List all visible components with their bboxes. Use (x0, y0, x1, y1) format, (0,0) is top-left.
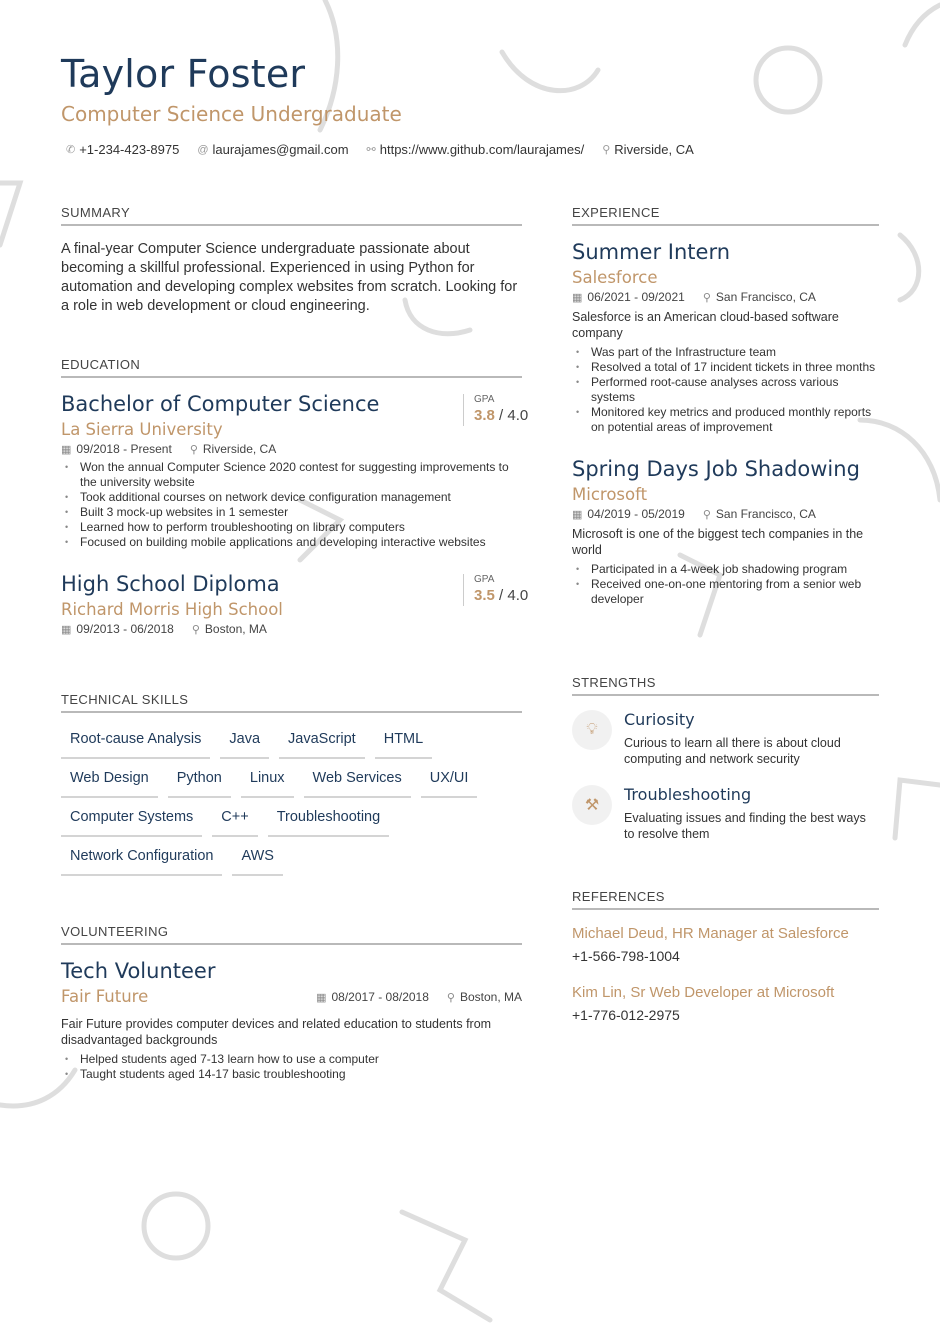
bullet-item: • Won the annual Computer Science 2020 contest for suggesting improvements to the university website (61, 460, 522, 490)
company-name: Microsoft (572, 485, 648, 504)
skill-tag: Java (220, 730, 269, 759)
candidate-name: Taylor Foster (61, 52, 306, 96)
skills-heading: TECHNICAL SKILLS (61, 692, 522, 713)
at-icon: @ (197, 143, 209, 156)
candidate-title: Computer Science Undergraduate (61, 102, 402, 126)
location-icon: ⚲ (446, 991, 455, 1004)
volunteering-section (61, 924, 522, 1082)
gpa-max: / 4.0 (494, 587, 529, 604)
deco-zigzag (0, 183, 20, 245)
strengths-section (572, 675, 879, 842)
lightbulb-icon: 💡︎ (572, 710, 612, 750)
gpa-score: 3.5 (474, 587, 495, 604)
date-range: 09/2018 - Present (76, 442, 172, 456)
volunteer-role: Tech Volunteer (61, 959, 216, 983)
bullet-item: • Was part of the Infrastructure team (572, 345, 879, 360)
skill-tag: UX/UI (421, 769, 478, 798)
experience-meta (572, 507, 879, 521)
education-bullets (61, 460, 522, 550)
strengths-heading: STRENGTHS (572, 675, 879, 696)
location-icon: ⚲ (191, 623, 200, 636)
experience-bullets (572, 562, 879, 607)
company-name: Salesforce (572, 268, 658, 287)
volunteer-bullets (61, 1052, 522, 1082)
skill-tag: Python (168, 769, 231, 798)
bullet-item: • Focused on building mobile applications and developing interactive websites (61, 535, 522, 550)
calendar-icon: ▦ (316, 991, 327, 1004)
volunteer-meta (316, 990, 522, 1004)
reference-name: Kim Lin, Sr Web Developer at Microsoft (572, 984, 835, 1001)
date-range: 09/2013 - 06/2018 (76, 622, 174, 636)
bullet-item: • Took additional courses on network device configuration management (61, 490, 522, 505)
location-icon: ⚲ (189, 443, 198, 456)
skill-tag: Troubleshooting (268, 808, 389, 837)
experience-section (572, 205, 879, 607)
skill-tag: Linux (241, 769, 294, 798)
gpa-box (463, 394, 529, 426)
company-description: Salesforce is an American cloud-based software company (572, 310, 839, 340)
gpa-label: GPA (474, 574, 495, 585)
skill-tag: Web Design (61, 769, 158, 798)
deco-circle (144, 1194, 208, 1258)
date-range: 08/2017 - 08/2018 (331, 990, 429, 1004)
deco-arc (900, 235, 919, 300)
gpa-score: 3.8 (474, 407, 495, 424)
gpa-box (463, 574, 529, 606)
gpa-value (474, 407, 529, 424)
calendar-icon: ▦ (61, 623, 72, 636)
calendar-icon: ▦ (61, 443, 72, 456)
bullet-item: • Monitored key metrics and produced monthly reports on potential areas of improvement (572, 405, 879, 435)
school-name: Richard Morris High School (61, 600, 283, 619)
deco-arc (905, 5, 940, 45)
bullet-item: • Performed root-cause analyses across various systems (572, 375, 879, 405)
contact-location (602, 142, 694, 157)
location: Boston, MA (204, 622, 267, 636)
location: Riverside, CA (202, 442, 277, 456)
skill-tag: JavaScript (279, 730, 365, 759)
skills-section (61, 692, 522, 876)
volunteer-description: Fair Future provides computer devices and related education to students from disadvantaged backgrounds (61, 1017, 492, 1047)
reference-phone: +1-566-798-1004 (572, 948, 680, 964)
reference-item (572, 924, 879, 964)
volunteer-org-row (61, 983, 522, 1007)
location-icon: ⚲ (702, 291, 711, 304)
skill-tag: C++ (212, 808, 257, 837)
school-name: La Sierra University (61, 420, 223, 439)
skills-list (61, 730, 531, 876)
job-title: Summer Intern (572, 240, 731, 264)
education-heading: EDUCATION (61, 357, 522, 378)
degree-title: Bachelor of Computer Science (61, 392, 380, 416)
volunteer-org: Fair Future (61, 987, 149, 1006)
strength-item (572, 710, 879, 767)
education-item (61, 572, 529, 636)
bullet-item: • Resolved a total of 17 incident tickets in three months (572, 360, 879, 375)
experience-heading: EXPERIENCE (572, 205, 879, 226)
references-heading: REFERENCES (572, 889, 879, 910)
degree-title: High School Diploma (61, 572, 280, 596)
skill-tag: Computer Systems (61, 808, 202, 837)
bullet-item: • Built 3 mock-up websites in 1 semester (61, 505, 522, 520)
contact-phone (66, 142, 179, 157)
gpa-value (474, 587, 529, 604)
reference-name: Michael Deud, HR Manager at Salesforce (572, 925, 849, 942)
strength-item (572, 785, 879, 842)
contact-email[interactable] (197, 142, 348, 157)
location-icon: ⚲ (702, 508, 711, 521)
experience-bullets (572, 345, 879, 435)
experience-meta (572, 290, 879, 304)
strength-title: Troubleshooting (624, 785, 752, 804)
date-range: 06/2021 - 09/2021 (587, 290, 685, 304)
phone-text: +1-234-423-8975 (79, 142, 180, 157)
summary-text: A final-year Computer Science undergraduate passionate about becoming a skillful professional. Experienced in using Python for automation and developing complex websites from scratch. Looking for a role in web development or cloud engineering. (61, 241, 518, 314)
strength-description: Curious to learn all there is about cloud computing and network security (624, 736, 841, 766)
education-section (61, 357, 529, 636)
strength-description: Evaluating issues and finding the best ways to resolve them (624, 811, 866, 841)
experience-item (572, 457, 879, 607)
bullet-item: • Learned how to perform troubleshooting on library computers (61, 520, 522, 535)
bullet-item: • Participated in a 4-week job shadowing program (572, 562, 879, 577)
bullet-item: • Helped students aged 7-13 learn how to use a computer (61, 1052, 522, 1067)
deco-zigzag (895, 780, 940, 838)
location: San Francisco, CA (715, 507, 816, 521)
deco-zigzag (402, 1212, 490, 1320)
volunteering-heading: VOLUNTEERING (61, 924, 522, 945)
contact-bar (66, 142, 694, 157)
skill-tag: Web Services (304, 769, 411, 798)
summary-section (61, 205, 522, 316)
contact-link[interactable] (367, 142, 585, 157)
link-icon: ⚯ (366, 144, 376, 156)
job-title: Spring Days Job Shadowing (572, 457, 860, 481)
education-meta (61, 442, 522, 456)
phone-icon: ✆ (66, 144, 76, 156)
date-range: 04/2019 - 05/2019 (587, 507, 685, 521)
calendar-icon: ▦ (572, 508, 583, 521)
skill-tag: HTML (375, 730, 432, 759)
education-meta (61, 622, 522, 636)
reference-phone: +1-776-012-2975 (572, 1007, 680, 1023)
skill-tag: Network Configuration (61, 847, 222, 876)
skill-tag: Root-cause Analysis (61, 730, 210, 759)
strength-title: Curiosity (624, 710, 695, 729)
reference-item (572, 983, 879, 1023)
github-text: https://www.github.com/laurajames/ (379, 142, 585, 157)
location-text: Riverside, CA (614, 142, 694, 157)
deco-circle (756, 48, 820, 112)
location: Boston, MA (459, 990, 522, 1004)
bullet-item: • Taught students aged 14-17 basic troubleshooting (61, 1067, 522, 1082)
email-text: laurajames@gmail.com (212, 142, 349, 157)
tools-icon: ⚒ (572, 785, 612, 825)
references-section (572, 889, 879, 1023)
experience-item (572, 240, 879, 435)
calendar-icon: ▦ (572, 291, 583, 304)
gpa-label: GPA (474, 394, 495, 405)
summary-heading: SUMMARY (61, 205, 522, 226)
deco-arc (502, 52, 598, 91)
bullet-item: • Received one-on-one mentoring from a senior web developer (572, 577, 879, 607)
company-description: Microsoft is one of the biggest tech companies in the world (572, 527, 864, 557)
education-item (61, 392, 529, 550)
location: San Francisco, CA (715, 290, 816, 304)
gpa-max: / 4.0 (494, 407, 529, 424)
skill-tag: AWS (232, 847, 283, 876)
location-icon: ⚲ (602, 144, 611, 156)
